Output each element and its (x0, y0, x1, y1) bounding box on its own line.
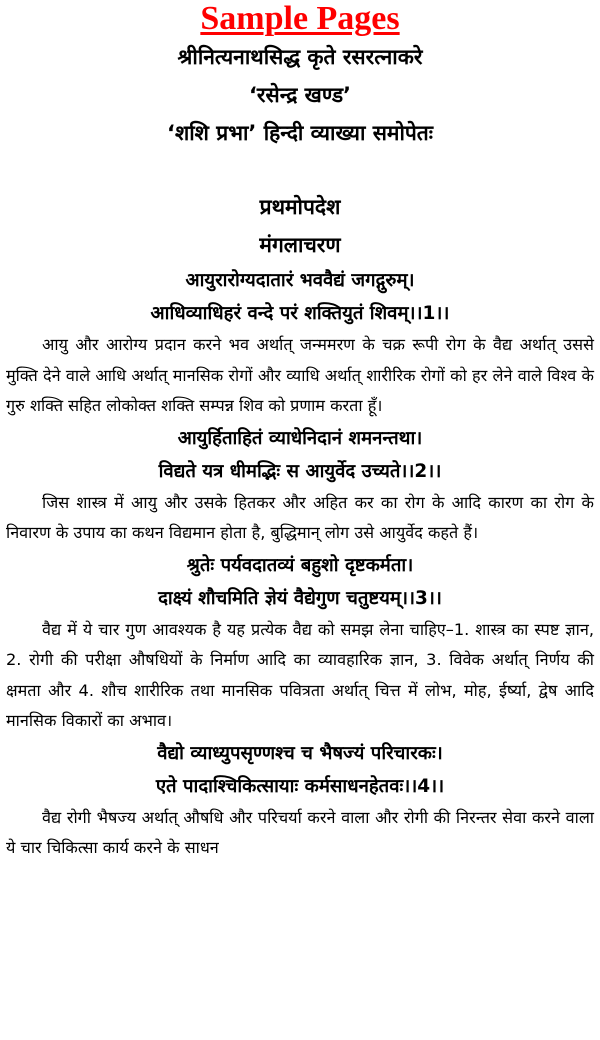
book-section-title: ‘रसेन्द्र खण्ड’ (248, 83, 352, 107)
commentary-paragraph: जिस शास्त्र में आयु और उसके हितकर और अहित कर का रोग के आदि कारण का रोग के निवारण के उपाय का कथन विद्यमान होता है, बुद्धिमान् लोग उसे आयुर्वेद कहते हैं। (6, 492, 594, 542)
section-title: मंगलाचरण (259, 233, 341, 257)
verse-line: वैद्यो व्याध्युपसृण्णश्च च भैषज्यं परिचारकः। (157, 742, 443, 764)
commentary-paragraph: वैद्य रोगी भैषज्य अर्थात् औषधि और परिचर्या करने वाला और रोगी की निरन्तर सेवा करने वाला ये चार चिकित्सा कार्य करने के साधन (6, 807, 594, 857)
verse-block-2 (6, 422, 594, 549)
verse-line: आयुरारोग्यदातारं भववैद्यं जगद्गुरुम्। (185, 270, 415, 291)
verse-line: आयुर्हिताहितं व्याधेनिदानं शमनन्तथा। (177, 427, 423, 449)
verse-block-4 (6, 737, 594, 864)
verse-line: आधिव्याधिहरं वन्दे परं शक्तियुतं शिवम्।।1।। (150, 303, 450, 324)
verse-block-1 (6, 264, 594, 422)
sample-pages-banner: Sample Pages (200, 0, 400, 37)
verse-line: श्रुतेः पर्यवदातव्यं बहुशो दृष्टकर्मता। (186, 554, 414, 576)
book-commentary-title: ‘शशि प्रभा’ हिन्दी व्याख्या समोपेतः (166, 121, 434, 145)
verse-line: एते पादाश्चिकित्सायाः कर्मसाधनहेतवः।।4।। (155, 775, 445, 797)
commentary-paragraph: आयु और आरोग्य प्रदान करने भव अर्थात् जन्ममरण के चक्र रूपी रोग के वैद्य अर्थात् उससे मुक्ति देने वाले आधि अर्थात् मानसिक रोगों और व्याधि अर्थात् शारीरिक रोगों को हर लेने वाले विश्व के गुरु शक्ति सहित लोकोक्त शक्ति सम्पन्न शिव को प्रणाम करता हूँ। (6, 335, 594, 415)
verse-block-3 (6, 549, 594, 737)
book-title: श्रीनित्यनाथसिद्ध कृते रसरत्नाकरे (177, 45, 423, 69)
commentary-paragraph: वैद्य में ये चार गुण आवश्यक है यह प्रत्येक वैद्य को समझ लेना चाहिए–1. शास्त्र का स्पष्ट ज्ञान, 2. रोगी की परीक्षा औषधियों के निर्माण आदि का व्यावहारिक ज्ञान, 3. विवेक अर्थात् निर्णय की क्षमता और 4. शौच शारीरिक तथा मानसिक पवित्रता अर्थात् चित्त में लोभ, मोह, ईर्ष्या, द्वेष आदि मानसिक विकारों का अभाव। (6, 619, 594, 730)
verse-line: विद्यते यत्र धीमद्भिः स आयुर्वेद उच्यते।।2।। (158, 460, 442, 482)
verse-line: दाक्ष्यं शौचमिति ज्ञेयं वैद्येगुण चतुष्टयम्।।3।। (158, 587, 442, 609)
spacer (6, 152, 594, 188)
chapter-title: प्रथमोपदेश (259, 195, 341, 219)
